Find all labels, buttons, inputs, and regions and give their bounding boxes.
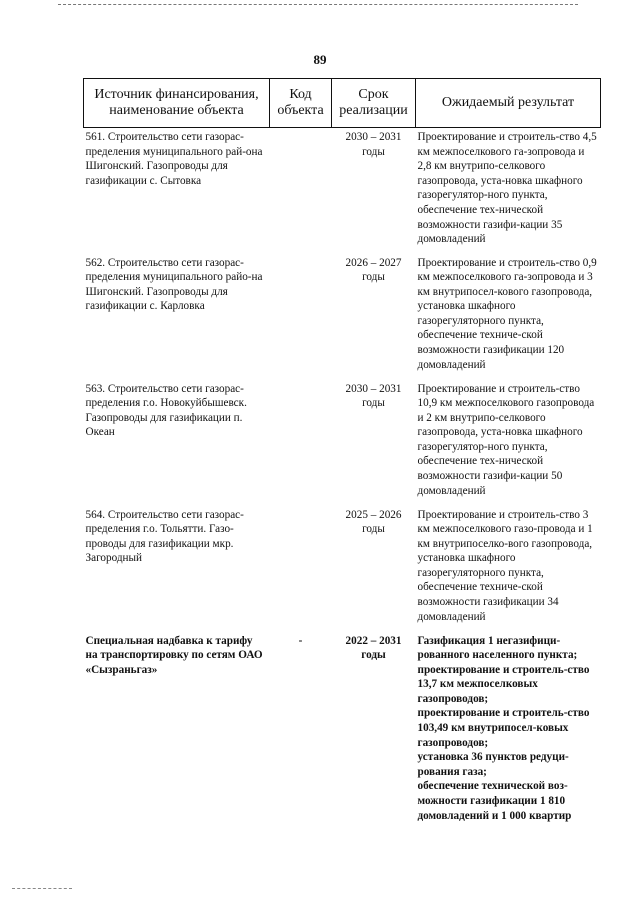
page-number: 89	[313, 52, 327, 67]
row-name: 562. Строительство сети газорас-пределения муниципального райо-на Шигонский. Газопроводы для газификации с. Карловка	[85, 256, 263, 313]
row-name: 564. Строительство сети газорас-пределения г.о. Тольятти. Газо-проводы для газификации мкр. Загородный	[85, 508, 244, 565]
header-code: Код объекта	[270, 79, 332, 128]
row-code	[270, 506, 332, 632]
table-row	[84, 380, 601, 506]
result-line: проектирование и строитель-ство 103,49 км внутрипосел-ковых газопроводов;	[417, 707, 590, 749]
result-line: установка 36 пунктов редуци-рования газа;	[417, 751, 569, 778]
special-result	[416, 632, 601, 824]
special-code: -	[298, 634, 303, 647]
table-row	[84, 254, 601, 380]
row-code	[270, 380, 332, 506]
header-result: Ожидаемый результат	[416, 79, 601, 128]
row-code	[270, 128, 332, 254]
result-line: проектирование и строитель-ство 13,7 км межпоселковых газопроводов;	[417, 663, 590, 705]
gasification-table	[83, 78, 601, 823]
row-term: 2030 – 2031 годы	[345, 131, 402, 158]
row-name: 563. Строительство сети газорас-пределения г.о. Новокуйбышевск. Газопроводы для газификации п. Океан	[85, 382, 247, 439]
row-term: 2026 – 2027 годы	[345, 256, 402, 284]
header-term: Срок реализации	[332, 79, 416, 128]
special-term: 2022 – 2031 годы	[345, 634, 402, 662]
table-row	[84, 128, 601, 254]
special-row	[84, 632, 601, 824]
row-result: Проектирование и строитель-ство 10,9 км межпоселкового газопровода и 2 км внутрипо-селкового газопровода, уста-новка шкафного газорегулятор-ного пункта, обеспечение тех-нической возможности газифи-кации 50 домовладений	[417, 382, 595, 497]
row-result: Проектирование и строитель-ство 3 км межпоселкового газо-провода и 1 км внутрипоселко-вого газопровода, установка шкафного газорегуляторного пункта, обеспечение техниче-ской возможности газификации 34 домовладений	[417, 508, 593, 623]
table-row	[84, 506, 601, 632]
row-code	[270, 254, 332, 380]
scan-bottom-edge	[12, 888, 72, 889]
scan-top-edge	[58, 4, 578, 5]
special-name: Специальная надбавка к тарифу на транспортировку по сетям ОАО «Сызраньгаз»	[85, 634, 263, 676]
header-source: Источник финансирования, наименование объекта	[84, 79, 270, 128]
row-result: Проектирование и строитель-ство 0,9 км межпоселкового га-зопровода и 3 км внутрипосел-кового газопровода, установка шкафного газорегуляторного пункта, обеспечение техниче-ской возможности газификации 120 домовладений	[417, 256, 597, 371]
row-term: 2025 – 2026 годы	[345, 508, 402, 536]
result-line: Газификация 1 негазифици-рованного населенного пункта;	[417, 634, 578, 662]
row-name: 561. Строительство сети газорас-пределения муниципального рай-она Шигонский. Газопроводы для газификации с. Сытовка	[85, 131, 263, 187]
row-result: Проектирование и строитель-ство 4,5 км межпоселкового га-зопровода и 2,8 км внутрипо-селкового газопровода, уста-новка шкафного газорегулятор-ного пункта, обеспечение тех-нической возможности газифи-кации 35 домовладений	[417, 131, 597, 246]
row-term: 2030 – 2031 годы	[345, 382, 402, 410]
result-line: обеспечение технической воз-можности газификации 1 810 домовладений и 1 000 квартир	[417, 780, 572, 822]
table-header-row	[84, 79, 601, 128]
